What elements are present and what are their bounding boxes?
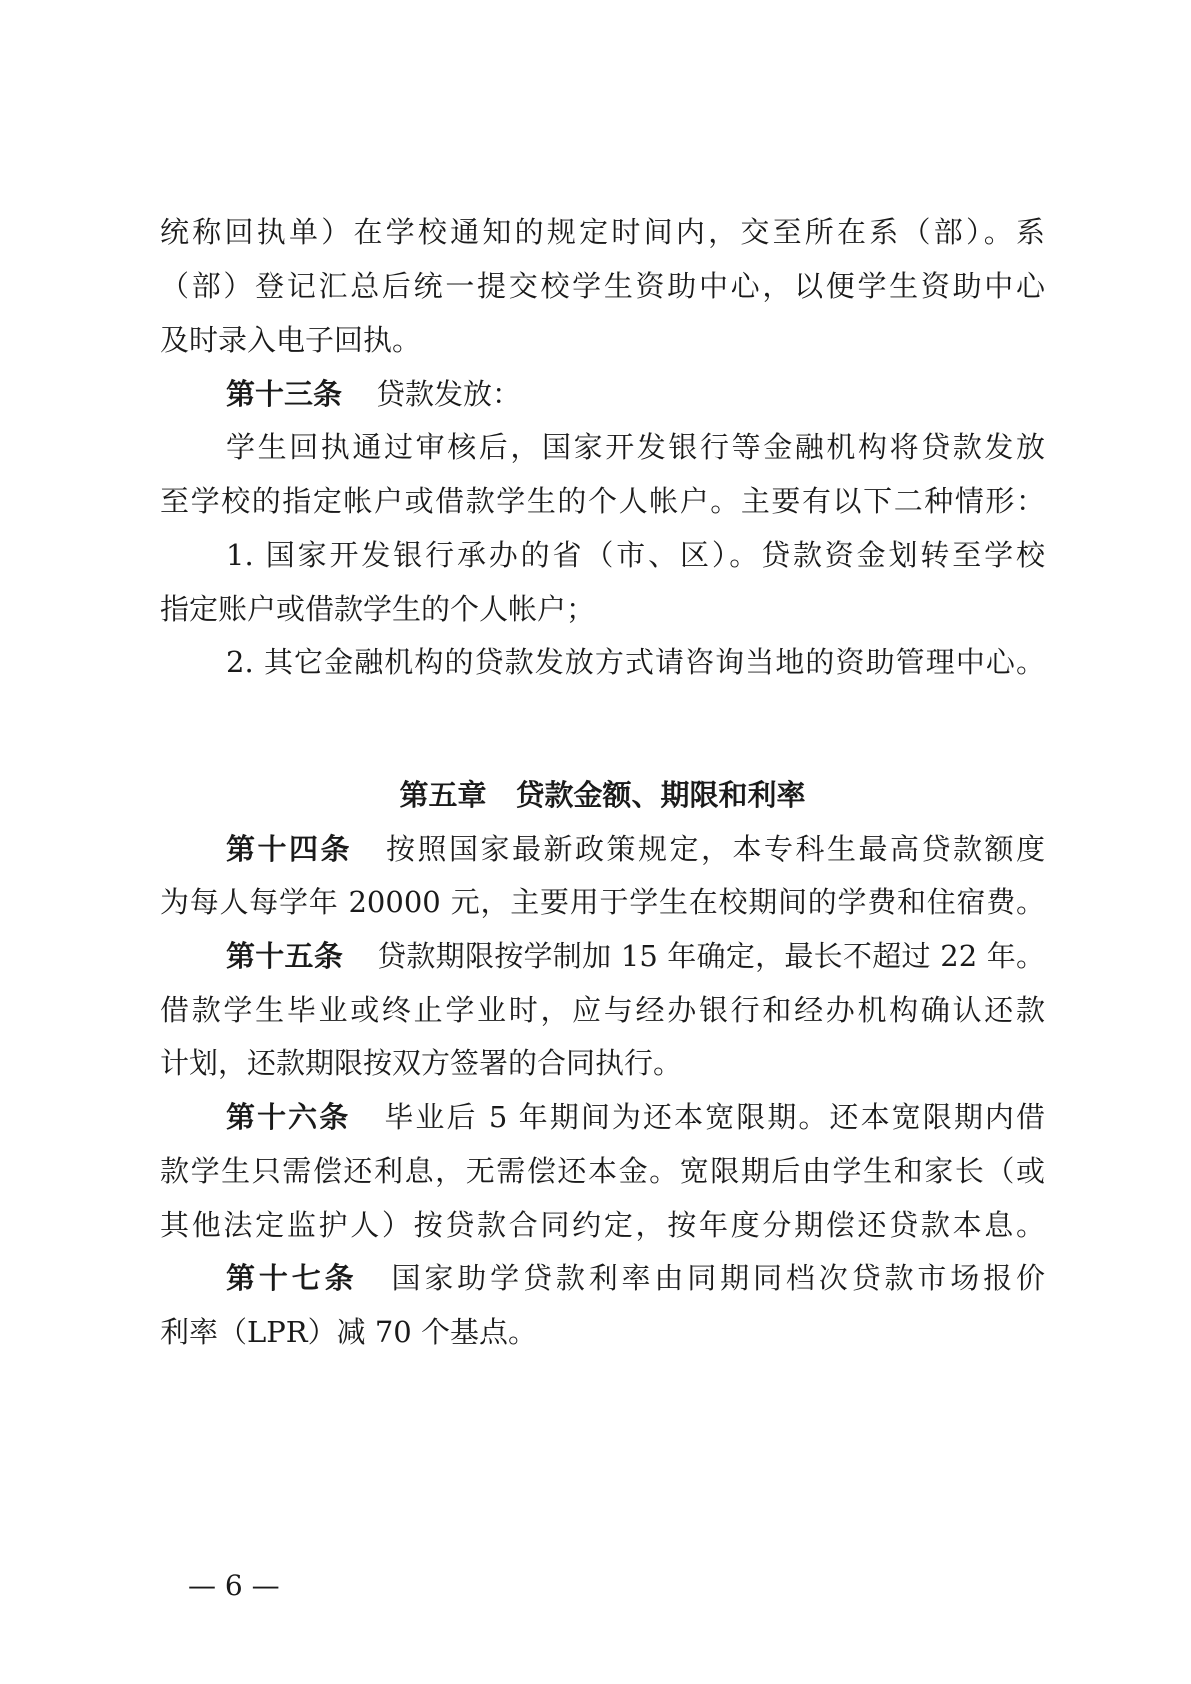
article-label: 第十四条	[226, 832, 352, 866]
paragraph-line: 利率（LPR）减 70 个基点。	[160, 1315, 537, 1349]
article-label: 第十五条	[226, 939, 344, 973]
list-item-line: 2. 其它金融机构的贷款发放方式请咨询当地的资助管理中心。	[226, 645, 1045, 679]
article-text: 按照国家最新政策规定，本专科生最高贷款额度	[386, 832, 1045, 866]
paragraph-line: 借款学生毕业或终止学业时，应与经办银行和经办机构确认还款	[160, 993, 1045, 1027]
paragraph-line: 统称回执单）在学校通知的规定时间内，交至所在系（部）。系	[160, 215, 1045, 249]
article-text: 毕业后 5 年期间为还本宽限期。还本宽限期内借	[384, 1100, 1045, 1134]
paragraph-line: 至学校的指定帐户或借款学生的个人帐户。主要有以下二种情形：	[160, 484, 1045, 518]
page-number: — 6 —	[188, 1569, 280, 1602]
article-15	[226, 936, 1045, 976]
paragraph-line: （部）登记汇总后统一提交校学生资助中心，以便学生资助中心	[160, 269, 1045, 303]
article-label: 第十三条	[226, 377, 343, 411]
article-text: 贷款期限按学制加 15 年确定，最长不超过 22 年。	[377, 939, 1045, 973]
list-item-line: 1. 国家开发银行承办的省（市、区）。贷款资金划转至学校	[226, 538, 1045, 572]
article-17	[226, 1258, 1045, 1298]
chapter-heading: 第五章 贷款金额、期限和利率	[399, 778, 806, 812]
paragraph-line: 及时录入电子回执。	[160, 323, 422, 357]
article-16	[226, 1097, 1045, 1137]
article-text: 国家助学贷款利率由同期同档次贷款市场报价	[391, 1261, 1045, 1295]
paragraph-line: 学生回执通过审核后，国家开发银行等金融机构将贷款发放	[226, 430, 1045, 464]
article-text: 贷款发放：	[376, 377, 522, 411]
paragraph-line: 计划，还款期限按双方签署的合同执行。	[160, 1046, 683, 1080]
article-13	[226, 374, 1045, 414]
paragraph-line: 为每人每学年 20000 元，主要用于学生在校期间的学费和住宿费。	[160, 885, 1045, 919]
article-14	[226, 829, 1045, 869]
paragraph-line: 其他法定监护人）按贷款合同约定，按年度分期偿还贷款本息。	[160, 1208, 1045, 1242]
list-item-line: 指定账户或借款学生的个人帐户；	[160, 592, 596, 626]
article-label: 第十七条	[226, 1261, 358, 1295]
article-label: 第十六条	[226, 1100, 351, 1134]
paragraph-line: 款学生只需偿还利息，无需偿还本金。宽限期后由学生和家长（或	[160, 1154, 1045, 1188]
